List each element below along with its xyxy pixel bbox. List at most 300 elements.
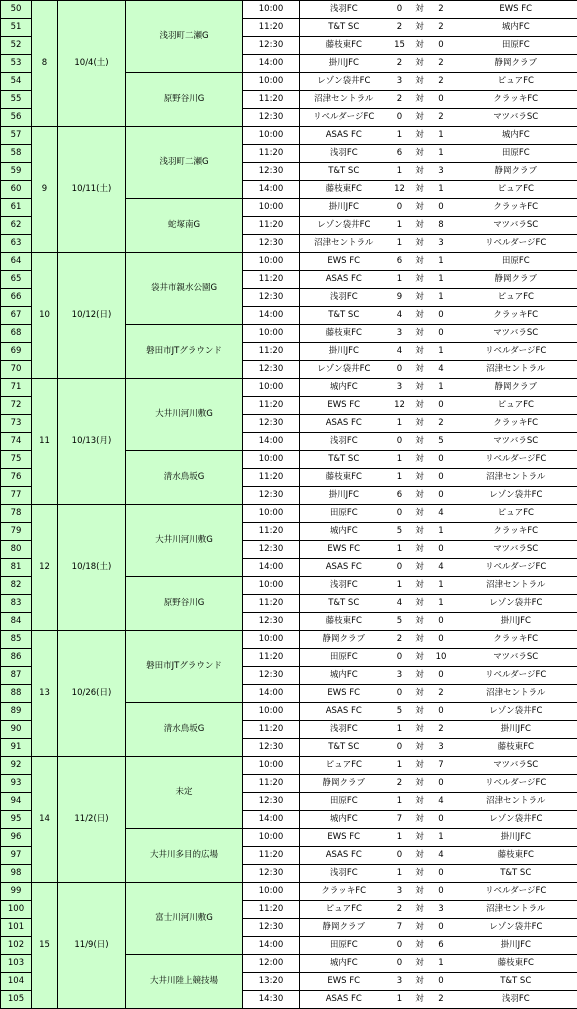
- vs-label: 対: [412, 433, 428, 451]
- vs-label: 対: [412, 793, 428, 811]
- vs-label: 対: [412, 847, 428, 865]
- home-team: 浅羽FC: [300, 289, 388, 307]
- vs-label: 対: [412, 379, 428, 397]
- home-score: 0: [388, 199, 412, 217]
- kickoff-time: 11:20: [243, 775, 300, 793]
- away-team: リベルダージFC: [455, 451, 577, 469]
- away-score: 1: [428, 955, 455, 973]
- home-score: 1: [388, 451, 412, 469]
- away-score: 1: [428, 577, 455, 595]
- match-number: 99: [1, 883, 32, 901]
- away-team: マツバラSC: [455, 325, 577, 343]
- match-date: 10/26(日): [58, 631, 126, 757]
- home-score: 3: [388, 379, 412, 397]
- away-team: リベルダージFC: [455, 235, 577, 253]
- kickoff-time: 11:20: [243, 523, 300, 541]
- away-score: 0: [428, 811, 455, 829]
- kickoff-time: 11:20: [243, 595, 300, 613]
- home-score: 0: [388, 847, 412, 865]
- kickoff-time: 11:20: [243, 19, 300, 37]
- vs-label: 対: [412, 721, 428, 739]
- home-score: 0: [388, 109, 412, 127]
- match-number: 60: [1, 181, 32, 199]
- away-score: 2: [428, 1, 455, 19]
- match-number: 53: [1, 55, 32, 73]
- away-score: 4: [428, 793, 455, 811]
- away-score: 1: [428, 271, 455, 289]
- match-number: 105: [1, 991, 32, 1009]
- match-number: 69: [1, 343, 32, 361]
- kickoff-time: 10:00: [243, 577, 300, 595]
- vs-label: 対: [412, 469, 428, 487]
- home-team: ピュアFC: [300, 901, 388, 919]
- venue-name: 清水鳥坂G: [126, 451, 243, 505]
- away-score: 2: [428, 109, 455, 127]
- home-team: 田原FC: [300, 649, 388, 667]
- home-score: 6: [388, 487, 412, 505]
- away-team: リベルダージFC: [455, 343, 577, 361]
- match-number: 58: [1, 145, 32, 163]
- away-score: 2: [428, 721, 455, 739]
- away-score: 1: [428, 289, 455, 307]
- home-team: 浅羽FC: [300, 145, 388, 163]
- home-team: ASAS FC: [300, 559, 388, 577]
- home-score: 7: [388, 811, 412, 829]
- away-score: 1: [428, 379, 455, 397]
- away-team: ピュアFC: [455, 73, 577, 91]
- home-team: ASAS FC: [300, 415, 388, 433]
- away-team: ピュアFC: [455, 397, 577, 415]
- away-team: マツバラSC: [455, 757, 577, 775]
- away-team: 沼津セントラル: [455, 901, 577, 919]
- away-team: 田原FC: [455, 145, 577, 163]
- match-number: 93: [1, 775, 32, 793]
- match-row: [1, 757, 577, 775]
- home-team: EWS FC: [300, 973, 388, 991]
- match-number: 83: [1, 595, 32, 613]
- kickoff-time: 11:20: [243, 145, 300, 163]
- home-score: 1: [388, 865, 412, 883]
- match-number: 104: [1, 973, 32, 991]
- match-number: 101: [1, 919, 32, 937]
- kickoff-time: 12:30: [243, 865, 300, 883]
- match-number: 87: [1, 667, 32, 685]
- vs-label: 対: [412, 955, 428, 973]
- venue-name: 富士川河川敷G: [126, 883, 243, 955]
- vs-label: 対: [412, 505, 428, 523]
- home-team: 浅羽FC: [300, 1, 388, 19]
- vs-label: 対: [412, 739, 428, 757]
- vs-label: 対: [412, 397, 428, 415]
- vs-label: 対: [412, 973, 428, 991]
- round-number: 15: [32, 883, 58, 1009]
- vs-label: 対: [412, 703, 428, 721]
- away-score: 0: [428, 469, 455, 487]
- home-score: 1: [388, 469, 412, 487]
- match-number: 94: [1, 793, 32, 811]
- home-team: 城内FC: [300, 811, 388, 829]
- home-team: 田原FC: [300, 937, 388, 955]
- away-score: 0: [428, 667, 455, 685]
- away-team: レゾン袋井FC: [455, 487, 577, 505]
- home-team: 藤枝東FC: [300, 469, 388, 487]
- vs-label: 対: [412, 343, 428, 361]
- match-number: 86: [1, 649, 32, 667]
- home-team: リベルダージFC: [300, 109, 388, 127]
- home-team: 沼津セントラル: [300, 91, 388, 109]
- match-row: [1, 379, 577, 397]
- kickoff-time: 12:30: [243, 613, 300, 631]
- vs-label: 対: [412, 451, 428, 469]
- away-score: 0: [428, 883, 455, 901]
- away-team: マツバラSC: [455, 541, 577, 559]
- away-team: 沼津セントラル: [455, 685, 577, 703]
- home-score: 5: [388, 613, 412, 631]
- venue-name: 未定: [126, 757, 243, 829]
- match-number: 88: [1, 685, 32, 703]
- home-team: 田原FC: [300, 793, 388, 811]
- round-number: 10: [32, 253, 58, 379]
- match-row: [1, 883, 577, 901]
- round-number: 9: [32, 127, 58, 253]
- match-number: 72: [1, 397, 32, 415]
- home-team: ASAS FC: [300, 991, 388, 1009]
- home-team: 掛川JFC: [300, 487, 388, 505]
- kickoff-time: 14:00: [243, 181, 300, 199]
- vs-label: 対: [412, 37, 428, 55]
- away-team: リベルダージFC: [455, 883, 577, 901]
- home-team: 沼津セントラル: [300, 235, 388, 253]
- vs-label: 対: [412, 91, 428, 109]
- away-team: 沼津セントラル: [455, 577, 577, 595]
- away-score: 3: [428, 739, 455, 757]
- home-team: T&T SC: [300, 163, 388, 181]
- vs-label: 対: [412, 163, 428, 181]
- match-row: [1, 1, 577, 19]
- vs-label: 対: [412, 55, 428, 73]
- match-number: 61: [1, 199, 32, 217]
- match-row: [1, 505, 577, 523]
- away-score: 0: [428, 865, 455, 883]
- vs-label: 対: [412, 775, 428, 793]
- kickoff-time: 12:00: [243, 955, 300, 973]
- vs-label: 対: [412, 685, 428, 703]
- kickoff-time: 10:00: [243, 1, 300, 19]
- vs-label: 対: [412, 631, 428, 649]
- away-team: 掛川JFC: [455, 829, 577, 847]
- home-team: 城内FC: [300, 379, 388, 397]
- home-score: 12: [388, 181, 412, 199]
- match-date: 10/4(土): [58, 1, 126, 127]
- kickoff-time: 11:20: [243, 469, 300, 487]
- away-score: 1: [428, 181, 455, 199]
- home-score: 1: [388, 163, 412, 181]
- vs-label: 対: [412, 73, 428, 91]
- match-number: 95: [1, 811, 32, 829]
- away-team: 藤枝東FC: [455, 955, 577, 973]
- away-team: 静岡クラブ: [455, 271, 577, 289]
- home-team: 静岡クラブ: [300, 919, 388, 937]
- away-team: マツバラSC: [455, 433, 577, 451]
- vs-label: 対: [412, 325, 428, 343]
- venue-name: 袋井市親水公園G: [126, 253, 243, 325]
- match-number: 68: [1, 325, 32, 343]
- match-number: 52: [1, 37, 32, 55]
- away-team: マツバラSC: [455, 109, 577, 127]
- home-score: 4: [388, 595, 412, 613]
- home-score: 0: [388, 649, 412, 667]
- away-score: 3: [428, 163, 455, 181]
- venue-name: 浅羽町二瀬G: [126, 127, 243, 199]
- home-score: 0: [388, 559, 412, 577]
- venue-name: 大井川河川敷G: [126, 379, 243, 451]
- away-score: 4: [428, 847, 455, 865]
- home-team: 掛川JFC: [300, 55, 388, 73]
- away-score: 2: [428, 55, 455, 73]
- match-number: 71: [1, 379, 32, 397]
- home-team: T&T SC: [300, 739, 388, 757]
- home-score: 0: [388, 739, 412, 757]
- home-team: レゾン袋井FC: [300, 361, 388, 379]
- home-team: ピュアFC: [300, 757, 388, 775]
- home-team: 田原FC: [300, 505, 388, 523]
- away-score: 0: [428, 973, 455, 991]
- home-score: 1: [388, 721, 412, 739]
- vs-label: 対: [412, 883, 428, 901]
- away-score: 0: [428, 397, 455, 415]
- kickoff-time: 11:20: [243, 721, 300, 739]
- home-team: 城内FC: [300, 667, 388, 685]
- away-team: 浅羽FC: [455, 991, 577, 1009]
- home-score: 0: [388, 685, 412, 703]
- home-score: 2: [388, 901, 412, 919]
- home-team: ASAS FC: [300, 127, 388, 145]
- match-number: 98: [1, 865, 32, 883]
- kickoff-time: 10:00: [243, 451, 300, 469]
- kickoff-time: 10:00: [243, 631, 300, 649]
- home-team: EWS FC: [300, 829, 388, 847]
- vs-label: 対: [412, 595, 428, 613]
- venue-name: 浅羽町二瀬G: [126, 1, 243, 73]
- match-number: 96: [1, 829, 32, 847]
- kickoff-time: 12:30: [243, 361, 300, 379]
- away-team: ピュアFC: [455, 289, 577, 307]
- away-team: 掛川JFC: [455, 613, 577, 631]
- vs-label: 対: [412, 307, 428, 325]
- round-number: 13: [32, 631, 58, 757]
- home-score: 9: [388, 289, 412, 307]
- match-number: 50: [1, 1, 32, 19]
- away-team: 田原FC: [455, 253, 577, 271]
- kickoff-time: 14:30: [243, 991, 300, 1009]
- match-number: 54: [1, 73, 32, 91]
- home-score: 3: [388, 883, 412, 901]
- kickoff-time: 10:00: [243, 379, 300, 397]
- home-score: 0: [388, 505, 412, 523]
- home-score: 7: [388, 919, 412, 937]
- home-team: レゾン袋井FC: [300, 217, 388, 235]
- match-number: 82: [1, 577, 32, 595]
- home-score: 2: [388, 91, 412, 109]
- home-score: 0: [388, 433, 412, 451]
- match-number: 64: [1, 253, 32, 271]
- vs-label: 対: [412, 541, 428, 559]
- home-score: 1: [388, 541, 412, 559]
- match-row: [1, 127, 577, 145]
- match-number: 90: [1, 721, 32, 739]
- match-number: 70: [1, 361, 32, 379]
- vs-label: 対: [412, 487, 428, 505]
- away-team: 沼津セントラル: [455, 793, 577, 811]
- home-team: 藤枝東FC: [300, 613, 388, 631]
- venue-name: 磐田市JTグラウンド: [126, 631, 243, 703]
- away-team: 掛川JFC: [455, 937, 577, 955]
- away-team: クラッキFC: [455, 199, 577, 217]
- kickoff-time: 12:30: [243, 235, 300, 253]
- kickoff-time: 10:00: [243, 829, 300, 847]
- kickoff-time: 11:20: [243, 343, 300, 361]
- away-score: 1: [428, 523, 455, 541]
- kickoff-time: 12:30: [243, 667, 300, 685]
- kickoff-time: 12:30: [243, 289, 300, 307]
- away-score: 0: [428, 775, 455, 793]
- vs-label: 対: [412, 415, 428, 433]
- home-score: 2: [388, 19, 412, 37]
- kickoff-time: 11:20: [243, 271, 300, 289]
- home-score: 1: [388, 757, 412, 775]
- match-number: 65: [1, 271, 32, 289]
- away-score: 0: [428, 919, 455, 937]
- away-score: 1: [428, 145, 455, 163]
- kickoff-time: 12:30: [243, 487, 300, 505]
- vs-label: 対: [412, 865, 428, 883]
- vs-label: 対: [412, 271, 428, 289]
- away-score: 4: [428, 505, 455, 523]
- match-row: [1, 631, 577, 649]
- kickoff-time: 12:30: [243, 415, 300, 433]
- venue-name: 大井川多目的広場: [126, 829, 243, 883]
- home-team: T&T SC: [300, 595, 388, 613]
- away-team: リベルダージFC: [455, 667, 577, 685]
- match-number: 75: [1, 451, 32, 469]
- match-date: 11/2(日): [58, 757, 126, 883]
- away-score: 4: [428, 361, 455, 379]
- match-number: 79: [1, 523, 32, 541]
- home-score: 6: [388, 253, 412, 271]
- match-number: 100: [1, 901, 32, 919]
- away-score: 1: [428, 253, 455, 271]
- kickoff-time: 12:30: [243, 541, 300, 559]
- away-team: 静岡クラブ: [455, 163, 577, 181]
- away-score: 8: [428, 217, 455, 235]
- home-team: 藤枝東FC: [300, 325, 388, 343]
- home-score: 3: [388, 973, 412, 991]
- venue-name: 原野谷川G: [126, 73, 243, 127]
- kickoff-time: 10:00: [243, 703, 300, 721]
- venue-name: 大井川河川敷G: [126, 505, 243, 577]
- away-team: クラッキFC: [455, 307, 577, 325]
- match-number: 97: [1, 847, 32, 865]
- kickoff-time: 11:20: [243, 847, 300, 865]
- match-date: 10/13(月): [58, 379, 126, 505]
- kickoff-time: 12:30: [243, 109, 300, 127]
- match-date: 10/12(日): [58, 253, 126, 379]
- away-score: 1: [428, 829, 455, 847]
- home-team: T&T SC: [300, 307, 388, 325]
- match-number: 63: [1, 235, 32, 253]
- away-score: 2: [428, 415, 455, 433]
- home-score: 1: [388, 991, 412, 1009]
- kickoff-time: 10:00: [243, 883, 300, 901]
- home-team: 浅羽FC: [300, 577, 388, 595]
- kickoff-time: 11:20: [243, 901, 300, 919]
- vs-label: 対: [412, 181, 428, 199]
- match-date: 10/11(土): [58, 127, 126, 253]
- home-team: EWS FC: [300, 253, 388, 271]
- vs-label: 対: [412, 919, 428, 937]
- home-team: ASAS FC: [300, 847, 388, 865]
- match-date: 10/18(土): [58, 505, 126, 631]
- home-score: 5: [388, 703, 412, 721]
- away-team: 城内FC: [455, 19, 577, 37]
- away-score: 3: [428, 235, 455, 253]
- vs-label: 対: [412, 613, 428, 631]
- home-score: 1: [388, 127, 412, 145]
- home-score: 6: [388, 145, 412, 163]
- home-score: 1: [388, 415, 412, 433]
- away-team: EWS FC: [455, 1, 577, 19]
- vs-label: 対: [412, 829, 428, 847]
- home-score: 2: [388, 775, 412, 793]
- home-team: 浅羽FC: [300, 433, 388, 451]
- home-team: T&T SC: [300, 19, 388, 37]
- kickoff-time: 14:00: [243, 559, 300, 577]
- away-team: 静岡クラブ: [455, 379, 577, 397]
- away-team: リベルダージFC: [455, 775, 577, 793]
- home-score: 5: [388, 523, 412, 541]
- vs-label: 対: [412, 361, 428, 379]
- away-score: 0: [428, 541, 455, 559]
- away-score: 1: [428, 595, 455, 613]
- vs-label: 対: [412, 127, 428, 145]
- venue-name: 清水鳥坂G: [126, 703, 243, 757]
- kickoff-time: 10:00: [243, 73, 300, 91]
- home-score: 4: [388, 307, 412, 325]
- vs-label: 対: [412, 289, 428, 307]
- away-team: レゾン袋井FC: [455, 919, 577, 937]
- home-score: 0: [388, 937, 412, 955]
- away-score: 2: [428, 19, 455, 37]
- match-number: 66: [1, 289, 32, 307]
- home-team: ASAS FC: [300, 271, 388, 289]
- away-score: 0: [428, 307, 455, 325]
- away-team: 沼津セントラル: [455, 469, 577, 487]
- vs-label: 対: [412, 577, 428, 595]
- kickoff-time: 10:00: [243, 325, 300, 343]
- home-score: 1: [388, 829, 412, 847]
- away-score: 2: [428, 991, 455, 1009]
- away-team: 藤枝東FC: [455, 739, 577, 757]
- vs-label: 対: [412, 811, 428, 829]
- round-number: 14: [32, 757, 58, 883]
- kickoff-time: 12:30: [243, 739, 300, 757]
- away-team: クラッキFC: [455, 415, 577, 433]
- kickoff-time: 12:30: [243, 793, 300, 811]
- kickoff-time: 14:00: [243, 307, 300, 325]
- home-team: 静岡クラブ: [300, 775, 388, 793]
- away-team: 沼津セントラル: [455, 361, 577, 379]
- kickoff-time: 11:20: [243, 397, 300, 415]
